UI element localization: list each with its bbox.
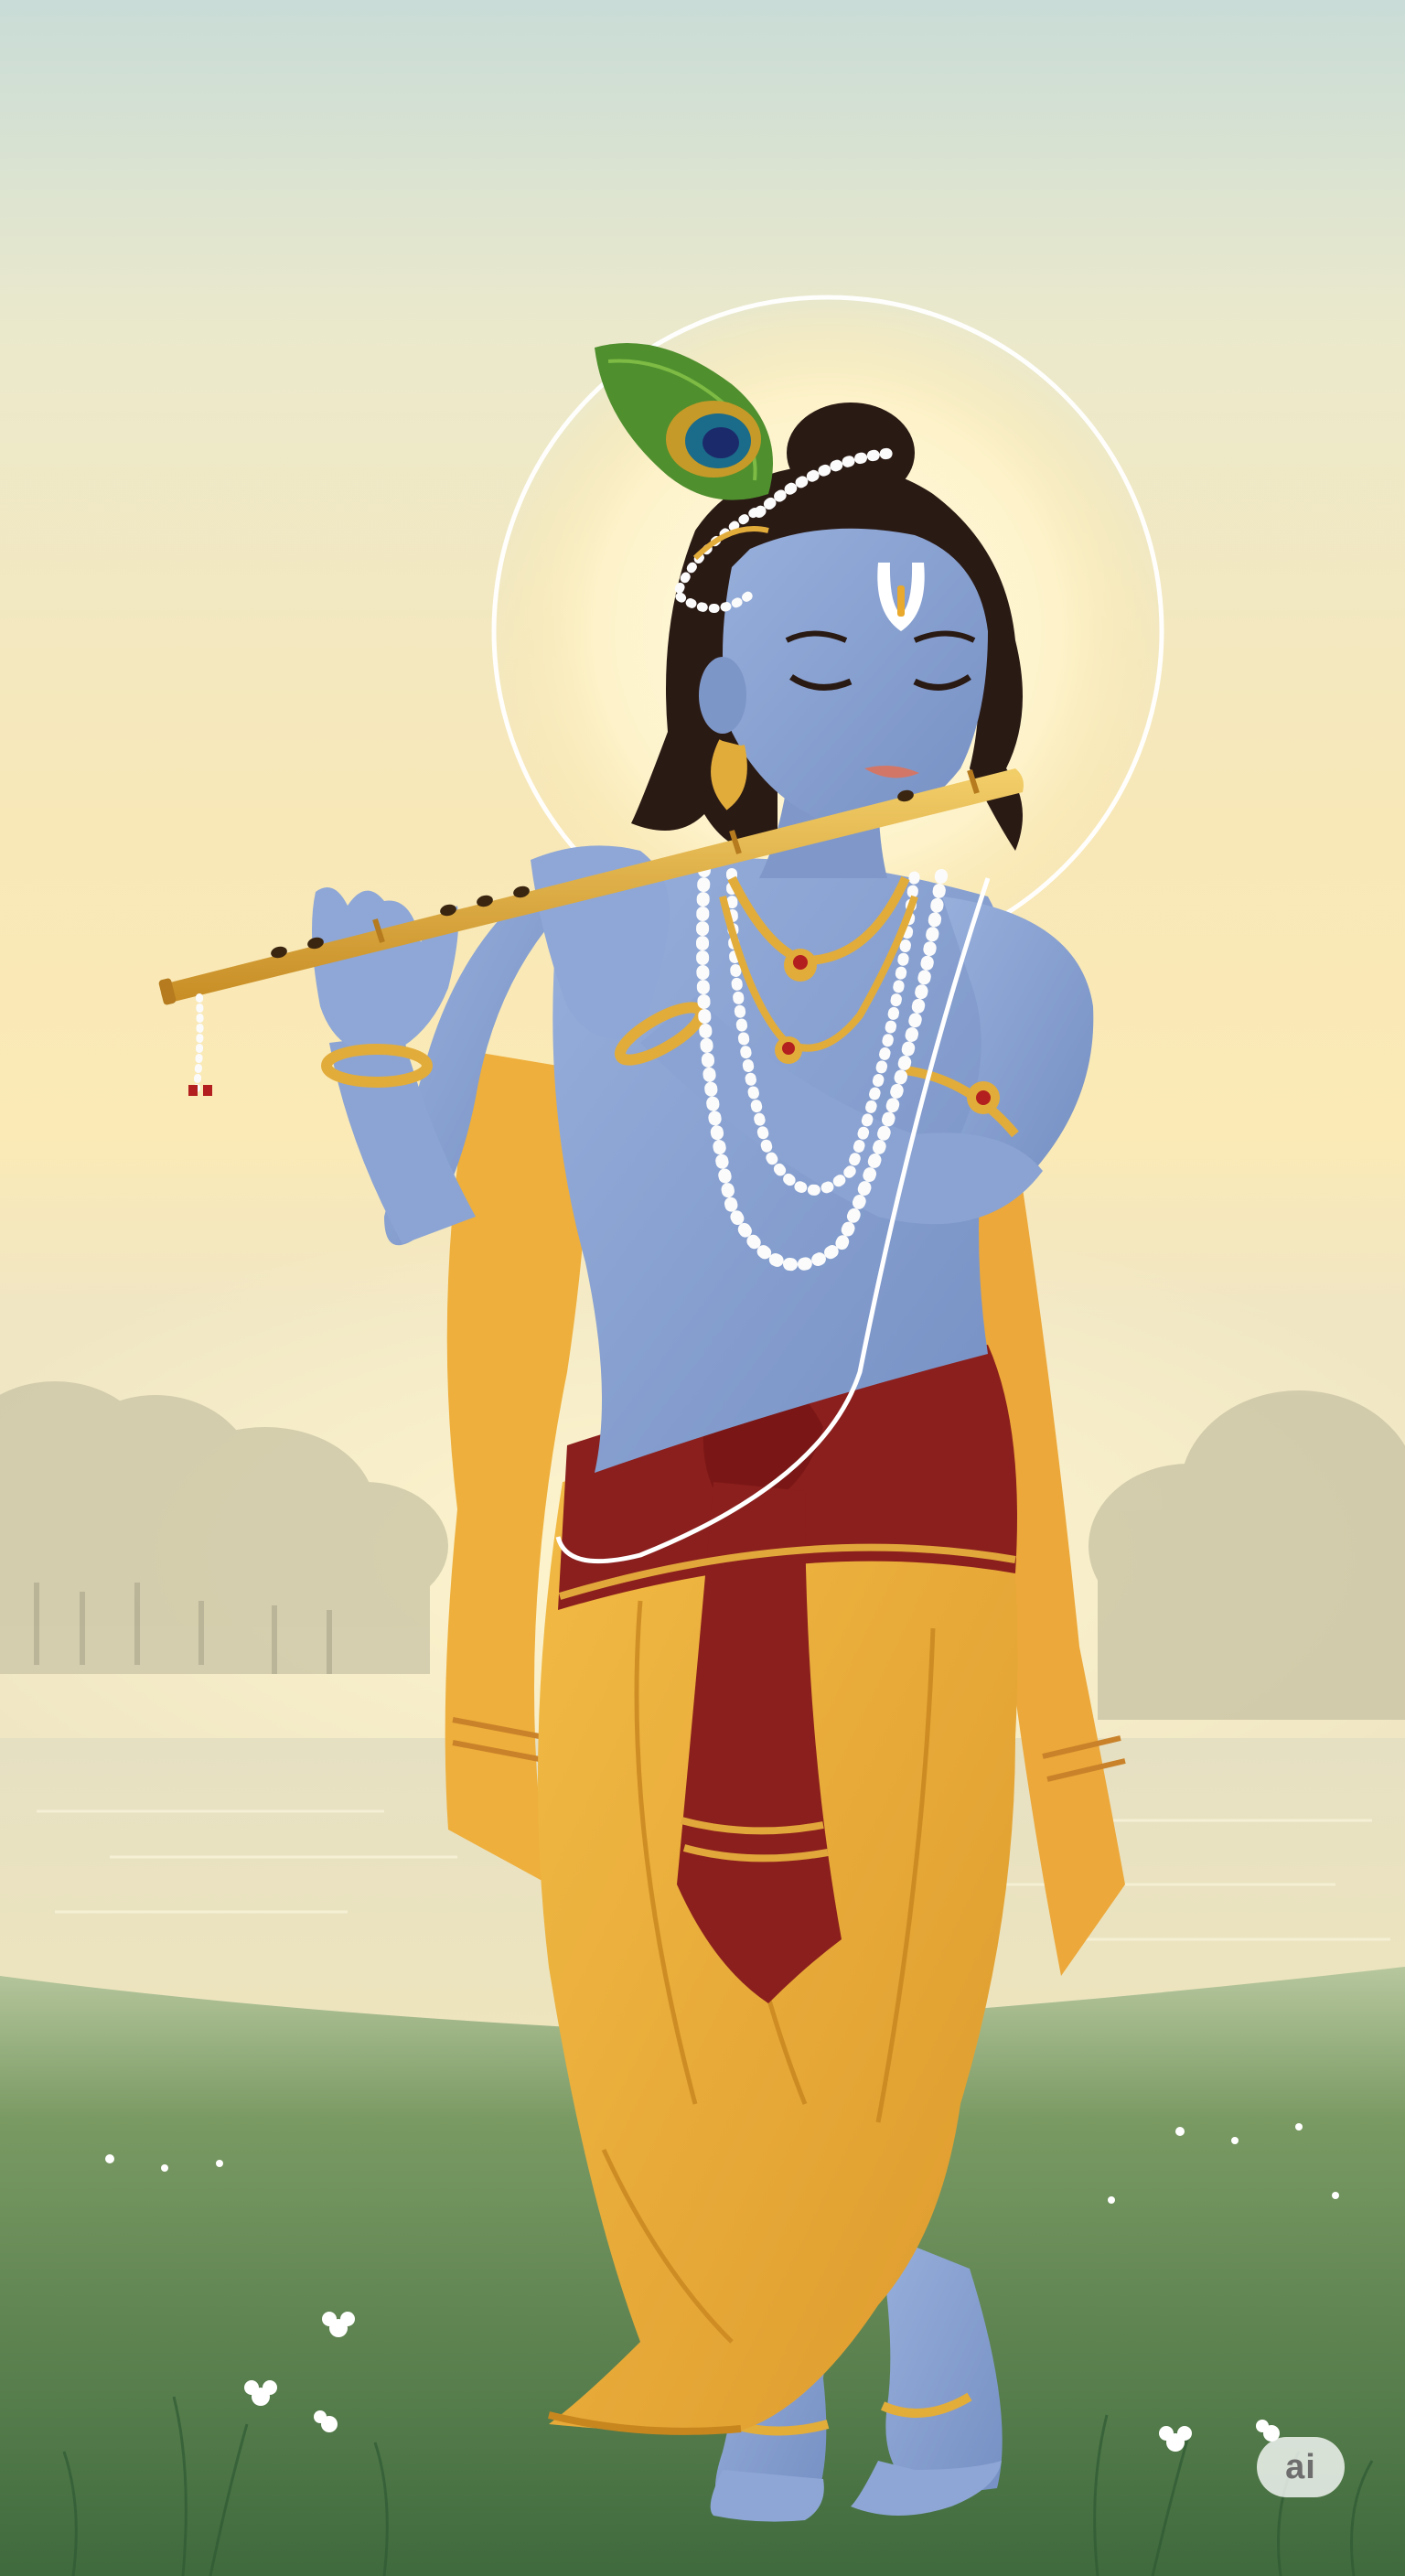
armlet-ruby	[976, 1090, 991, 1105]
tilak-dot	[897, 585, 905, 617]
earring	[714, 741, 744, 805]
ai-badge-icon: ai	[1257, 2437, 1345, 2497]
foot-left	[711, 2470, 824, 2522]
necklace-ruby-2	[782, 1042, 795, 1055]
ear	[699, 657, 746, 734]
hair-bun	[787, 402, 915, 503]
necklace-ruby-1	[793, 955, 808, 970]
